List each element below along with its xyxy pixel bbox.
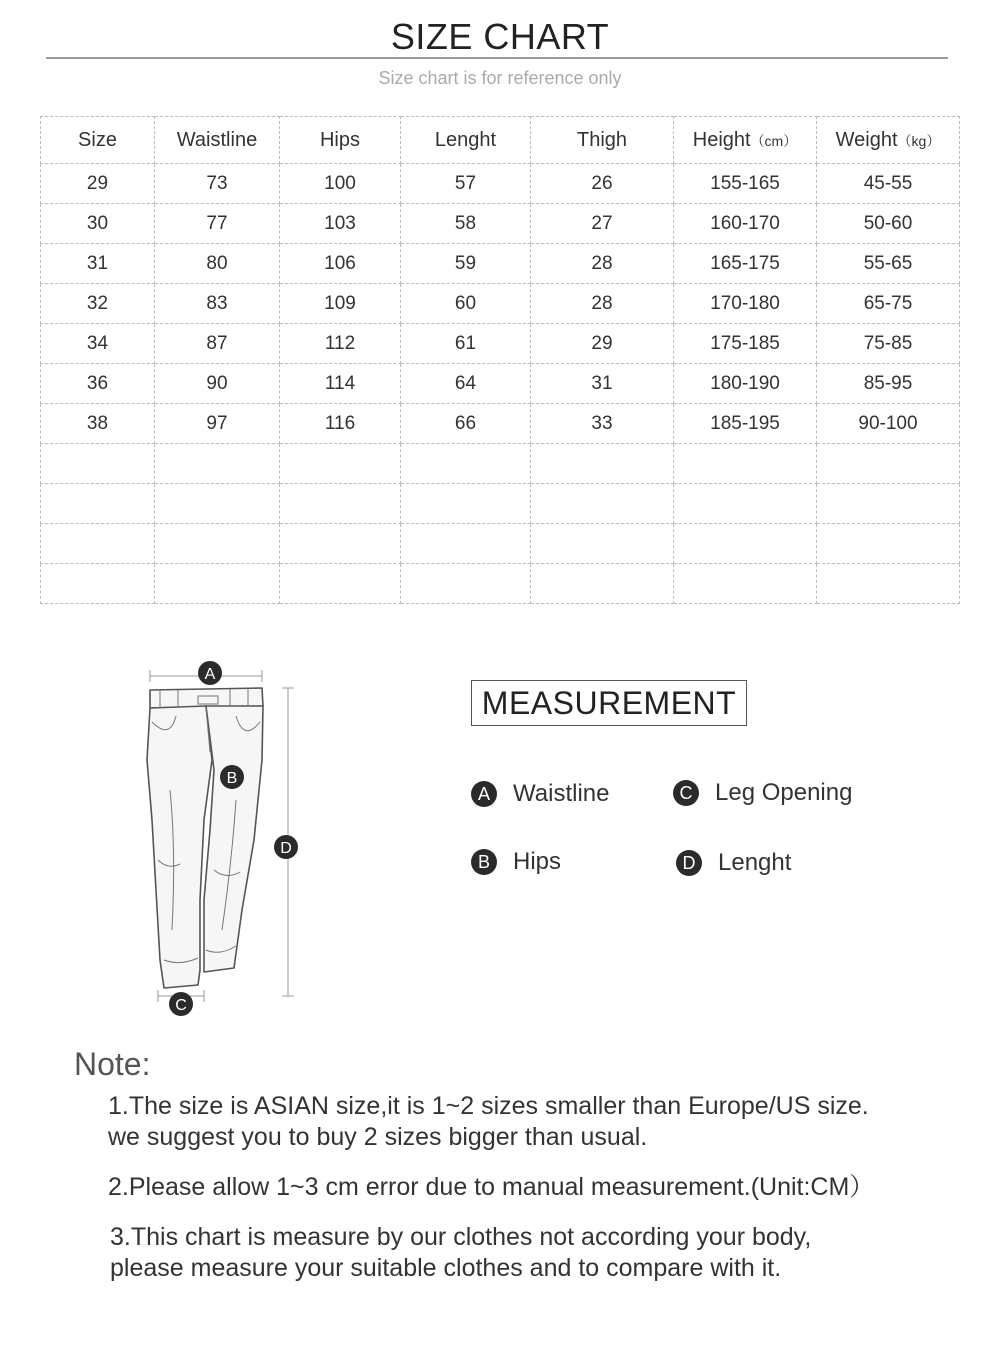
cell-size: 38: [41, 404, 155, 444]
note-title: Note:: [74, 1046, 151, 1082]
marker-b: [220, 765, 244, 789]
cell-weight: 50-60: [817, 204, 960, 244]
legend-label: Hips: [513, 848, 562, 875]
note-line: 3.This chart is measure by our clothes not according your body,: [110, 1223, 812, 1251]
cell-waistline: 90: [155, 364, 280, 404]
cell-thigh: 27: [531, 204, 674, 244]
header-size: Size: [41, 117, 155, 164]
cell-height: 155-165: [674, 164, 817, 204]
marker-c: [169, 992, 193, 1016]
cell-length: 57: [401, 164, 531, 204]
empty-cell: [41, 444, 155, 484]
empty-cell: [531, 484, 674, 524]
empty-cell: [155, 444, 280, 484]
table-row: [41, 324, 960, 364]
svg-text:B: B: [226, 770, 238, 787]
cell-length: 59: [401, 244, 531, 284]
note-1: [108, 1091, 869, 1153]
empty-cell: [401, 484, 531, 524]
weight-unit: （kg）: [897, 132, 941, 149]
marker-a: [198, 661, 222, 685]
measurement-title: MEASUREMENT: [471, 680, 747, 726]
empty-cell: [280, 564, 401, 604]
empty-cell: [155, 484, 280, 524]
marker-d: [274, 835, 298, 859]
empty-cell: [41, 564, 155, 604]
empty-cell: [531, 524, 674, 564]
empty-cell: [401, 524, 531, 564]
empty-cell: [674, 524, 817, 564]
svg-text:C: C: [175, 997, 187, 1014]
cell-thigh: 31: [531, 364, 674, 404]
cell-height: 165-175: [674, 244, 817, 284]
empty-table-row: [41, 444, 960, 484]
cell-size: 29: [41, 164, 155, 204]
header-length: Lenght: [401, 117, 531, 164]
cell-weight: 65-75: [817, 284, 960, 324]
svg-text:A: A: [204, 666, 216, 683]
cell-size: 34: [41, 324, 155, 364]
note-2: [108, 1172, 874, 1203]
legend-label: Waistline: [513, 780, 610, 807]
cell-waistline: 97: [155, 404, 280, 444]
legend-badge-b: B: [471, 849, 497, 875]
page-subtitle: Size chart is for reference only: [378, 68, 622, 88]
cell-hips: 116: [280, 404, 401, 444]
empty-cell: [280, 444, 401, 484]
cell-hips: 106: [280, 244, 401, 284]
note-line: we suggest you to buy 2 sizes bigger than usual.: [108, 1123, 648, 1151]
table-row: [41, 164, 960, 204]
legend-hips: [471, 848, 561, 876]
cell-waistline: 83: [155, 284, 280, 324]
table-row: [41, 404, 960, 444]
height-unit: （cm）: [750, 132, 798, 149]
legend-label: Lenght: [718, 849, 792, 876]
legend-badge-a: A: [471, 781, 497, 807]
table-row: [41, 284, 960, 324]
page-title: SIZE CHART: [390, 16, 610, 57]
cell-length: 66: [401, 404, 531, 444]
cell-waistline: 87: [155, 324, 280, 364]
cell-size: 32: [41, 284, 155, 324]
cell-thigh: 29: [531, 324, 674, 364]
empty-cell: [674, 564, 817, 604]
empty-table-row: [41, 524, 960, 564]
note-line: 2.Please allow 1~3 cm error due to manual measurement.(Unit:CM）: [108, 1173, 875, 1201]
cell-hips: 112: [280, 324, 401, 364]
note-3: [110, 1222, 811, 1284]
cell-weight: 45-55: [817, 164, 960, 204]
svg-text:D: D: [280, 840, 292, 857]
cell-weight: 55-65: [817, 244, 960, 284]
pants-diagram: [120, 650, 320, 1030]
cell-height: 180-190: [674, 364, 817, 404]
header-hips: Hips: [280, 117, 401, 164]
empty-cell: [674, 444, 817, 484]
table-header-row: [41, 117, 960, 164]
header-thigh: Thigh: [531, 117, 674, 164]
legend-label: Leg Opening: [715, 779, 853, 806]
cell-hips: 103: [280, 204, 401, 244]
header-waistline: Waistline: [155, 117, 280, 164]
legend-length: [676, 849, 791, 877]
note-line: please measure your suitable clothes and to compare with it.: [110, 1254, 782, 1282]
legend-badge-c: C: [673, 780, 699, 806]
cell-hips: 114: [280, 364, 401, 404]
cell-weight: 85-95: [817, 364, 960, 404]
cell-height: 175-185: [674, 324, 817, 364]
cell-thigh: 26: [531, 164, 674, 204]
cell-hips: 109: [280, 284, 401, 324]
legend-badge-d: D: [676, 850, 702, 876]
cell-height: 185-195: [674, 404, 817, 444]
cell-weight: 90-100: [817, 404, 960, 444]
empty-cell: [41, 484, 155, 524]
empty-cell: [817, 564, 960, 604]
empty-cell: [531, 444, 674, 484]
cell-height: 170-180: [674, 284, 817, 324]
cell-hips: 100: [280, 164, 401, 204]
cell-length: 60: [401, 284, 531, 324]
empty-table-row: [41, 564, 960, 604]
header-weight: Weight（kg）: [817, 117, 960, 164]
cell-size: 30: [41, 204, 155, 244]
cell-length: 64: [401, 364, 531, 404]
table-row: [41, 204, 960, 244]
header-height: Height（cm）: [674, 117, 817, 164]
cell-waistline: 80: [155, 244, 280, 284]
cell-thigh: 28: [531, 284, 674, 324]
note-line: 1.The size is ASIAN size,it is 1~2 sizes smaller than Europe/US size.: [108, 1092, 869, 1120]
cell-length: 61: [401, 324, 531, 364]
empty-cell: [401, 444, 531, 484]
empty-cell: [817, 524, 960, 564]
empty-cell: [41, 524, 155, 564]
cell-length: 58: [401, 204, 531, 244]
empty-cell: [817, 484, 960, 524]
cell-weight: 75-85: [817, 324, 960, 364]
cell-thigh: 28: [531, 244, 674, 284]
cell-thigh: 33: [531, 404, 674, 444]
empty-cell: [155, 524, 280, 564]
empty-table-row: [41, 484, 960, 524]
empty-cell: [401, 564, 531, 604]
empty-cell: [155, 564, 280, 604]
cell-waistline: 77: [155, 204, 280, 244]
cell-size: 36: [41, 364, 155, 404]
title-divider: [46, 57, 948, 59]
legend-waistline: [471, 780, 609, 808]
pants-outline: [147, 688, 263, 988]
cell-height: 160-170: [674, 204, 817, 244]
empty-cell: [280, 524, 401, 564]
table-row: [41, 244, 960, 284]
cell-size: 31: [41, 244, 155, 284]
empty-cell: [531, 564, 674, 604]
legend-leg-opening: [673, 779, 852, 807]
cell-waistline: 73: [155, 164, 280, 204]
empty-cell: [280, 484, 401, 524]
size-table: [40, 116, 960, 604]
table-row: [41, 364, 960, 404]
empty-cell: [674, 484, 817, 524]
empty-cell: [817, 444, 960, 484]
